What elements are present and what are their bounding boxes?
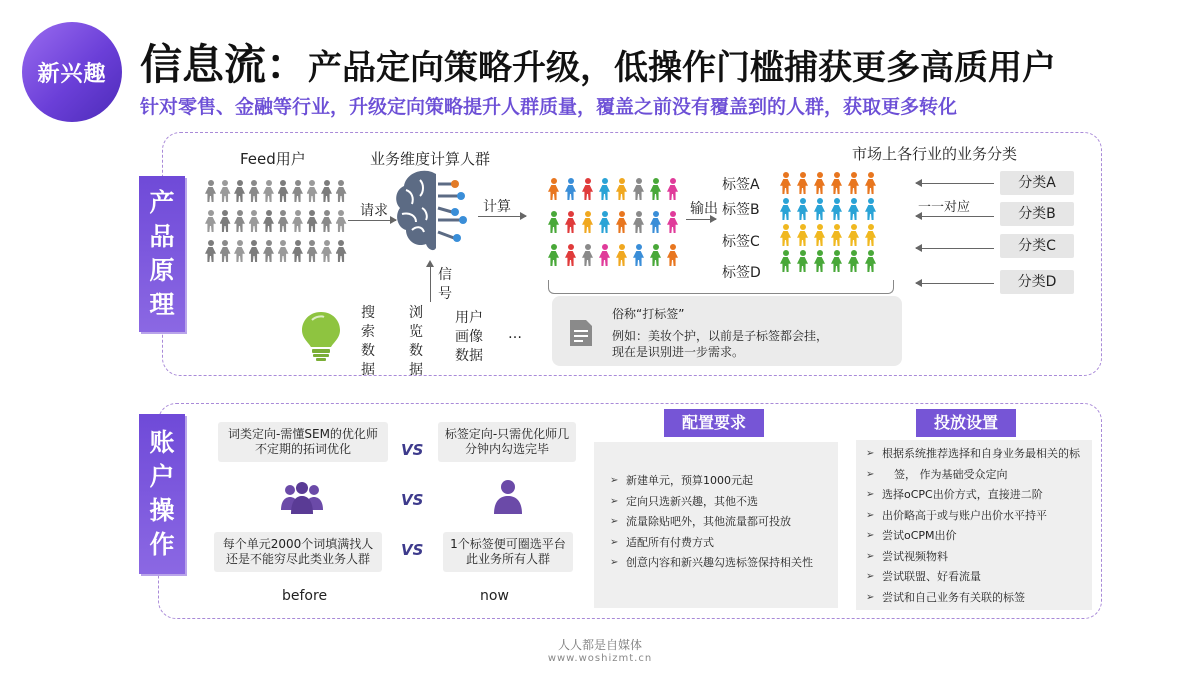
vs-label: VS bbox=[401, 441, 424, 459]
person-figure bbox=[667, 244, 678, 266]
tag-label: 标签B bbox=[722, 202, 760, 218]
signal-label: 信号 bbox=[438, 267, 452, 302]
delivery-item: ➢ 尝试联盟、好看流量 bbox=[866, 567, 1080, 588]
person-figure bbox=[307, 210, 318, 232]
person-figure bbox=[249, 180, 260, 202]
comparison-box-before: 每个单元2000个词填满找人还是不能穷尽此类业务人群 bbox=[214, 532, 382, 572]
person-figure bbox=[336, 180, 347, 202]
map-arrow bbox=[916, 183, 994, 184]
person-figure bbox=[780, 172, 791, 194]
vs-label: VS bbox=[401, 491, 424, 509]
person-figure bbox=[220, 240, 231, 262]
person-figure bbox=[797, 172, 808, 194]
operation-tab bbox=[139, 414, 185, 574]
config-item: ➢ 创意内容和新兴趣勾选标签保持相关性 bbox=[610, 553, 813, 574]
one-to-one-label: 一一对应 bbox=[918, 200, 971, 215]
map-arrow bbox=[916, 216, 994, 217]
person-figure bbox=[548, 178, 559, 200]
delivery-item: ➢ 尝试视频物料 bbox=[866, 547, 1080, 568]
person-figure bbox=[220, 180, 231, 202]
tag-label: 标签D bbox=[722, 265, 761, 281]
person-figure bbox=[220, 210, 231, 232]
person-figure bbox=[548, 244, 559, 266]
note-line: 例如：美妆个护，以前是子标签都会挂， bbox=[612, 329, 829, 343]
title-rest: 产品定向策略升级，低操作门槛捕获更多高质用户 bbox=[308, 48, 1057, 88]
person-figure bbox=[650, 178, 661, 200]
person-figure bbox=[278, 180, 289, 202]
person-figure bbox=[797, 198, 808, 220]
principle-tab-char: 原 bbox=[149, 256, 175, 285]
person-figure bbox=[814, 250, 825, 272]
person-figure bbox=[831, 224, 842, 246]
footer-url: www.woshizmt.cn bbox=[547, 653, 653, 664]
person-figure bbox=[307, 240, 318, 262]
delivery-item: ➢ 签， 作为基础受众定向 bbox=[866, 465, 1080, 486]
category-box: 分类A bbox=[1000, 171, 1074, 195]
person-figure bbox=[599, 211, 610, 233]
footer-brand: 人人都是自媒体 bbox=[557, 638, 642, 652]
signal-source: 用户画像数据 bbox=[455, 310, 483, 364]
person-figure bbox=[336, 240, 347, 262]
category-box: 分类B bbox=[1000, 202, 1074, 226]
signal-arrow bbox=[430, 266, 431, 302]
operation-tab-char: 操 bbox=[149, 496, 175, 525]
person-figure bbox=[205, 210, 216, 232]
person-figure bbox=[780, 224, 791, 246]
person-figure bbox=[831, 172, 842, 194]
config-item: ➢ 定向只选新兴趣，其他不选 bbox=[610, 492, 813, 513]
person-figure bbox=[667, 211, 678, 233]
delivery-settings bbox=[856, 440, 1092, 610]
bracket bbox=[548, 280, 894, 294]
person-figure bbox=[865, 250, 876, 272]
delivery-title: 投放设置 bbox=[916, 409, 1016, 437]
page-subtitle: 针对零售、金融等行业，升级定向策略提升人群质量，覆盖之前没有覆盖到的人群，获取更多转化 bbox=[140, 96, 958, 118]
person-figure bbox=[321, 210, 332, 232]
tag-label: 标签C bbox=[722, 234, 760, 250]
person-figure bbox=[797, 250, 808, 272]
delivery-item: ➢ 出价略高于或与账户出价水平持平 bbox=[866, 506, 1080, 527]
person-figure bbox=[582, 211, 593, 233]
lightbulb-icon bbox=[300, 310, 342, 362]
delivery-item: ➢ 选择oCPC出价方式，直接进二阶 bbox=[866, 485, 1080, 506]
person-figure bbox=[616, 244, 627, 266]
person-figure bbox=[633, 211, 644, 233]
output-arrow bbox=[686, 219, 716, 220]
tag-users-grid bbox=[780, 172, 876, 272]
category-box: 分类C bbox=[1000, 234, 1074, 258]
operation-tab-char: 户 bbox=[149, 462, 175, 491]
person-figure bbox=[321, 180, 332, 202]
person-figure bbox=[321, 240, 332, 262]
page-title bbox=[140, 32, 1056, 92]
map-arrow bbox=[916, 283, 994, 284]
principle-tab-char: 理 bbox=[149, 290, 175, 319]
principle-tab-char: 品 bbox=[149, 222, 175, 251]
person-figure bbox=[848, 172, 859, 194]
person-figure bbox=[831, 198, 842, 220]
category-box: 分类D bbox=[1000, 270, 1074, 294]
title-prefix: 信息流： bbox=[140, 40, 309, 89]
person-figure bbox=[831, 250, 842, 272]
tag-label: 标签A bbox=[722, 177, 760, 193]
person-figure bbox=[797, 224, 808, 246]
person-figure bbox=[582, 244, 593, 266]
user-group-icon bbox=[280, 480, 324, 516]
logo-badge: 新兴趣 bbox=[22, 22, 122, 122]
request-label: 请求 bbox=[360, 203, 388, 219]
person-figure bbox=[278, 210, 289, 232]
delivery-item: ➢ 尝试和自己业务有关联的标签 bbox=[866, 588, 1080, 609]
feed-users-label: Feed用户 bbox=[240, 150, 306, 168]
person-figure bbox=[780, 250, 791, 272]
person-figure bbox=[582, 178, 593, 200]
brain-chip-icon bbox=[392, 164, 472, 264]
signal-source: 搜索数据 bbox=[361, 305, 375, 378]
compute-label: 业务维度计算人群 bbox=[370, 150, 491, 168]
person-figure bbox=[292, 240, 303, 262]
now-label: now bbox=[480, 588, 509, 604]
person-figure bbox=[263, 240, 274, 262]
calc-label: 计算 bbox=[483, 199, 511, 215]
comparison-box-before: 词类定向-需懂SEM的优化师不定期的拓词优化 bbox=[218, 422, 388, 462]
person-figure bbox=[292, 180, 303, 202]
person-figure bbox=[848, 224, 859, 246]
tagging-note bbox=[552, 296, 902, 366]
person-figure bbox=[565, 178, 576, 200]
output-label: 输出 bbox=[690, 201, 718, 217]
person-figure bbox=[865, 198, 876, 220]
person-figure bbox=[667, 178, 678, 200]
person-figure bbox=[249, 210, 260, 232]
config-item: ➢ 新建单元，预算1000元起 bbox=[610, 471, 813, 492]
person-figure bbox=[814, 224, 825, 246]
delivery-item: ➢ 根据系统推荐选择和自身业务最相关的标 bbox=[866, 444, 1080, 465]
request-arrow bbox=[348, 220, 396, 221]
user-icon bbox=[493, 478, 523, 516]
person-figure bbox=[616, 178, 627, 200]
calc-arrow bbox=[478, 216, 526, 217]
person-figure bbox=[205, 180, 216, 202]
person-figure bbox=[548, 211, 559, 233]
person-figure bbox=[848, 250, 859, 272]
person-figure bbox=[633, 244, 644, 266]
config-item: ➢ 流量除贴吧外，其他流量都可投放 bbox=[610, 512, 813, 533]
person-figure bbox=[234, 180, 245, 202]
person-figure bbox=[599, 178, 610, 200]
person-figure bbox=[234, 210, 245, 232]
person-figure bbox=[263, 210, 274, 232]
person-figure bbox=[814, 198, 825, 220]
operation-tab-char: 作 bbox=[149, 530, 175, 559]
person-figure bbox=[307, 180, 318, 202]
person-figure bbox=[263, 180, 274, 202]
person-figure bbox=[599, 244, 610, 266]
vs-label: VS bbox=[401, 541, 424, 559]
market-label: 市场上各行业的业务分类 bbox=[852, 145, 1018, 163]
person-figure bbox=[650, 211, 661, 233]
signal-source: … bbox=[508, 326, 522, 342]
delivery-item: ➢ 尝试oCPM出价 bbox=[866, 526, 1080, 547]
principle-tab-char: 产 bbox=[149, 188, 175, 217]
note-line: 现在是识别进一步需求。 bbox=[612, 345, 745, 359]
person-figure bbox=[780, 198, 791, 220]
config-requirements bbox=[594, 442, 838, 608]
document-icon bbox=[568, 318, 594, 348]
principle-tab bbox=[139, 176, 185, 332]
person-figure bbox=[565, 211, 576, 233]
before-label: before bbox=[282, 588, 328, 604]
person-figure bbox=[865, 172, 876, 194]
comparison-box-now: 1个标签便可圈选平台此业务所有人群 bbox=[443, 532, 573, 572]
person-figure bbox=[650, 244, 661, 266]
person-figure bbox=[565, 244, 576, 266]
person-figure bbox=[205, 240, 216, 262]
computed-users-grid bbox=[548, 178, 678, 266]
operation-tab-char: 账 bbox=[149, 428, 175, 457]
comparison-box-now: 标签定向-只需优化师几分钟内勾选完毕 bbox=[438, 422, 576, 462]
map-arrow bbox=[916, 248, 994, 249]
person-figure bbox=[633, 178, 644, 200]
config-title: 配置要求 bbox=[664, 409, 764, 437]
feed-users-grid bbox=[205, 180, 347, 262]
person-figure bbox=[292, 210, 303, 232]
person-figure bbox=[234, 240, 245, 262]
note-title: 俗称“打标签” bbox=[612, 307, 685, 321]
config-item: ➢ 适配所有付费方式 bbox=[610, 533, 813, 554]
person-figure bbox=[848, 198, 859, 220]
person-figure bbox=[336, 210, 347, 232]
signal-source: 浏览数据 bbox=[409, 305, 423, 378]
person-figure bbox=[278, 240, 289, 262]
person-figure bbox=[865, 224, 876, 246]
person-figure bbox=[249, 240, 260, 262]
person-figure bbox=[814, 172, 825, 194]
person-figure bbox=[616, 211, 627, 233]
